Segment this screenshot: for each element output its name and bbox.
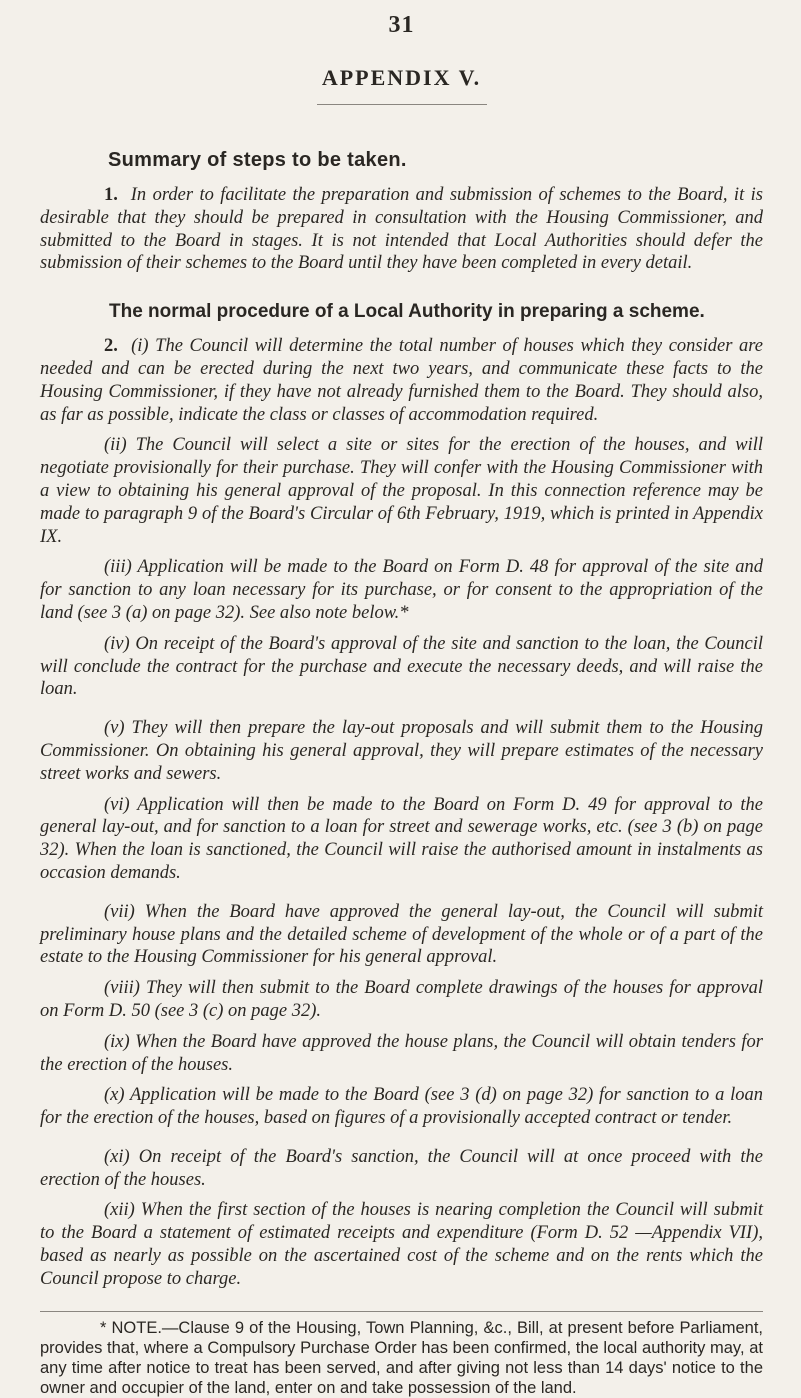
summary-heading: Summary of steps to be taken. — [108, 149, 407, 171]
step-iii: (iii) Application will be made to the Board on Form D. 48 for approval of the site and for sanction to any loan necessary for its purchase, or for consent to the appropriation of the land (see 3 (a) on page 32). See also note below.* — [40, 557, 763, 623]
title-divider — [317, 104, 487, 105]
paragraph-1-number: 1. — [104, 185, 118, 205]
step-xii: (xii) When the first section of the houses is nearing completion the Council will submit to the Board a statement of estimated receipts and expenditure (Form D. 52 —Appendix VII), based as nearly as possible on the ascertained cost of the scheme and on the rents which the Council propose to charge. — [40, 1200, 763, 1289]
step-xi: (xi) On receipt of the Board's sanction, the Council will at once proceed with the erection of the houses. — [40, 1146, 763, 1190]
paragraph-1-text: In order to facilitate the preparation and submission of schemes to the Board, it is desirable that they should be prepared in consultation with the Housing Commissioner, and submitted to the Board in stages. It is not intended that Local Authorities should defer the submission of their schemes to the Board until they have been completed in every detail. — [40, 185, 763, 274]
section-heading: The normal procedure of a Local Authority in preparing a scheme. — [109, 301, 705, 323]
step-v: (v) They will then prepare the lay-out proposals and will submit them to the Housing Commissioner. On obtaining his general approval, they will prepare estimates of the necessary street works and sewers. — [40, 718, 763, 784]
step-ii: (ii) The Council will select a site or sites for the erection of the houses, and will negotiate provisionally for their purchase. They will confer with the Housing Commissioner with a view to obtaining his general approval of the proposal. In this connection reference may be made to paragraph 9 of the Board's Circular of 6th February, 1919, which is printed in Appendix IX. — [40, 435, 763, 547]
paragraph-2-number: 2. — [104, 336, 118, 357]
step-viii: (viii) They will then submit to the Board complete drawings of the houses for approval on Form D. 50 (see 3 (c) on page 32). — [40, 978, 763, 1021]
step-i-text: (i) The Council will determine the total number of houses which they consider are needed and can be erected during the next two years, and communicate these facts to the Housing Commissioner, if they have not already furnished them to the Board. They should also, as far as possible, indicate the class or classes of accommodation required. — [40, 336, 763, 425]
appendix-title: APPENDIX V. — [321, 65, 482, 90]
step-vii: (vii) When the Board have approved the general lay-out, the Council will submit preliminary house plans and the detailed scheme of development of the whole or of a part of the estate to the Housing Commissioner for his general approval. — [40, 901, 763, 968]
step-i — [40, 335, 763, 426]
footnote: * NOTE.—Clause 9 of the Housing, Town Planning, &c., Bill, at present before Parliament, provides that, where a Compulsory Purchase Order has been confirmed, the local authority may, at any time after notice to treat has been served, and after giving not less than 14 days' notice to the owner and occupier of the land, enter on and take possession of the land. — [40, 1318, 763, 1398]
step-vi: (vi) Application will then be made to the Board on Form D. 49 for approval to the general lay-out, and for sanction to a loan for street and sewerage works, etc. (see 3 (b) on page 32). When the loan is sanctioned, the Council will raise the authorised amount in instalments as occasion demands. — [40, 794, 763, 883]
footnote-divider — [40, 1311, 763, 1312]
step-x: (x) Application will be made to the Board (see 3 (d) on page 32) for sanction to a loan for the erection of the houses, based on figures of a provisionally accepted contract or tender. — [40, 1085, 763, 1129]
step-iv: (iv) On receipt of the Board's approval of the site and sanction to the loan, the Council will conclude the contract for the purchase and execute the necessary deeds, and will raise the loan. — [40, 633, 763, 700]
step-ix: (ix) When the Board have approved the house plans, the Council will obtain tenders for the erection of the houses. — [40, 1031, 763, 1075]
paragraph-1 — [40, 184, 763, 275]
page-number: 31 — [388, 12, 415, 38]
